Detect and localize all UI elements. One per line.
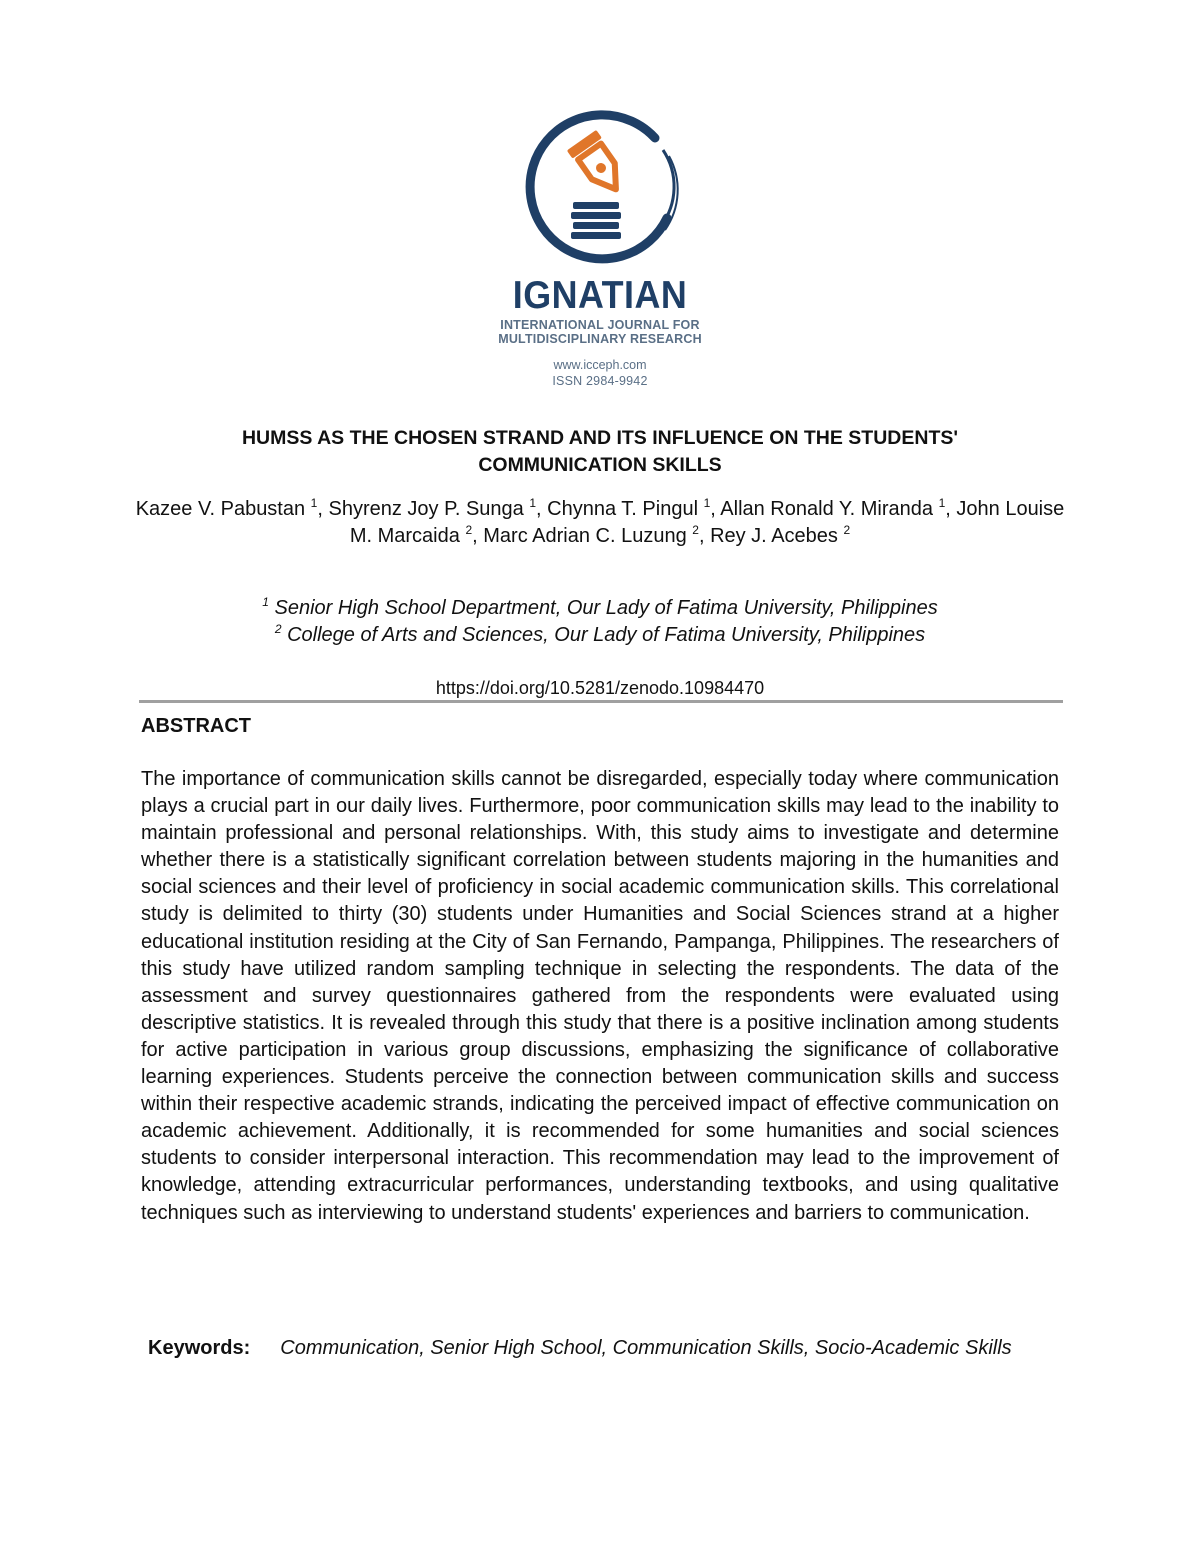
keywords-text: Communication, Senior High School, Communication Skills, Socio-Academic Skills bbox=[280, 1337, 1012, 1359]
author-name: John Louise M. Marcaida bbox=[349, 498, 1065, 547]
author-name: Chynna T. Pingul bbox=[547, 498, 704, 520]
affiliation-number: 2 bbox=[274, 622, 282, 636]
author-name: Allan Ronald Y. Miranda bbox=[720, 498, 939, 520]
paper-title-line1: HUMSS AS THE CHOSEN STRAND AND ITS INFLUENCE ON THE STUDENTS' bbox=[241, 427, 959, 449]
author-affiliation-marker: 1 bbox=[529, 496, 537, 510]
section-divider bbox=[139, 700, 1063, 703]
author-name: Rey J. Acebes bbox=[710, 525, 844, 547]
journal-subtitle-line2: MULTIDISCIPLINARY RESEARCH bbox=[498, 332, 702, 346]
author-affiliation-marker: 1 bbox=[938, 496, 946, 510]
author-list: Kazee V. Pabustan $^1$, Shyrenz Joy P. Sunga $^1$, Chynna T. Pingul $^1$, Allan Ronald Y. Miranda $^1$, John Louise M. Marcaida $^2$, Marc Adrian C. Luzung $^2$, Rey J. Acebes $^2$ bbox=[135, 496, 1065, 547]
affiliation-line bbox=[100, 622, 1100, 649]
author-name: Marc Adrian C. Luzung bbox=[483, 525, 693, 547]
author-affiliation-marker: 1 bbox=[703, 496, 711, 510]
author-affiliation-marker: 2 bbox=[843, 523, 851, 537]
paper-title-line2: COMMUNICATION SKILLS bbox=[478, 454, 722, 476]
journal-subtitle-line1: INTERNATIONAL JOURNAL FOR bbox=[500, 318, 700, 332]
affiliation-line bbox=[100, 595, 1100, 622]
paper-title bbox=[100, 425, 1100, 479]
author-affiliation-marker: 2 bbox=[692, 523, 699, 537]
affiliation-number: 1 bbox=[262, 595, 269, 609]
keywords-label: Keywords: bbox=[148, 1337, 251, 1359]
abstract-text: The importance of communication skills cannot be disregarded, especially today where communication plays a crucial part in our daily lives. Furthermore, poor communication skills may lead to the inability to maintain professional and personal relationships. With, this study aims to investigate and determine whether there is a statistically significant correlation between students majoring in the humanities and social sciences and their level of proficiency in social academic communication skills. This correlational study is delimited to thirty (30) students under Humanities and Social Sciences strand at a higher educational institution residing at the City of San Fernando, Pampanga, Philippines. The researchers of this study have utilized random sampling technique in selecting the respondents. The data of the assessment and survey questionnaires gathered from the respondents were evaluated using descriptive statistics. It is revealed through this study that there is a positive inclination among students for active participation in various group discussions, emphasizing the significance of collaborative learning experiences. Students perceive the connection between communication skills and success within their respective academic strands, indicating the perceived impact of effective communication on academic achievement. Additionally, it is recommended for some humanities and social sciences students to consider interpersonal interaction. This recommendation may lead to the improvement of knowledge, attending extracurricular performances, understanding textbooks, and using qualitative techniques such as interviewing to understand students' experiences and barriers to communication. bbox=[141, 768, 1059, 1224]
journal-issn: ISSN 2984-9942 bbox=[552, 374, 648, 388]
doi-link[interactable]: https://doi.org/10.5281/zenodo.10984470 bbox=[435, 678, 765, 698]
journal-emblem-icon bbox=[515, 110, 685, 270]
abstract-heading: ABSTRACT bbox=[141, 715, 251, 737]
author-name: Kazee V. Pabustan bbox=[135, 498, 311, 520]
author-affiliation-marker: 1 bbox=[310, 496, 318, 510]
keywords-section bbox=[141, 1335, 1059, 1362]
author-affiliation-marker: 2 bbox=[465, 523, 473, 537]
journal-website[interactable]: www.icceph.com bbox=[553, 358, 647, 372]
affiliation-text: College of Arts and Sciences, Our Lady of Fatima University, Philippines bbox=[281, 624, 926, 646]
journal-name: IGNATIAN bbox=[512, 274, 688, 317]
affiliation-text: Senior High School Department, Our Lady of Fatima University, Philippines bbox=[268, 597, 938, 619]
affiliation-list bbox=[100, 595, 1100, 649]
journal-logo-block bbox=[0, 110, 1200, 388]
author-name: Shyrenz Joy P. Sunga bbox=[328, 498, 530, 520]
